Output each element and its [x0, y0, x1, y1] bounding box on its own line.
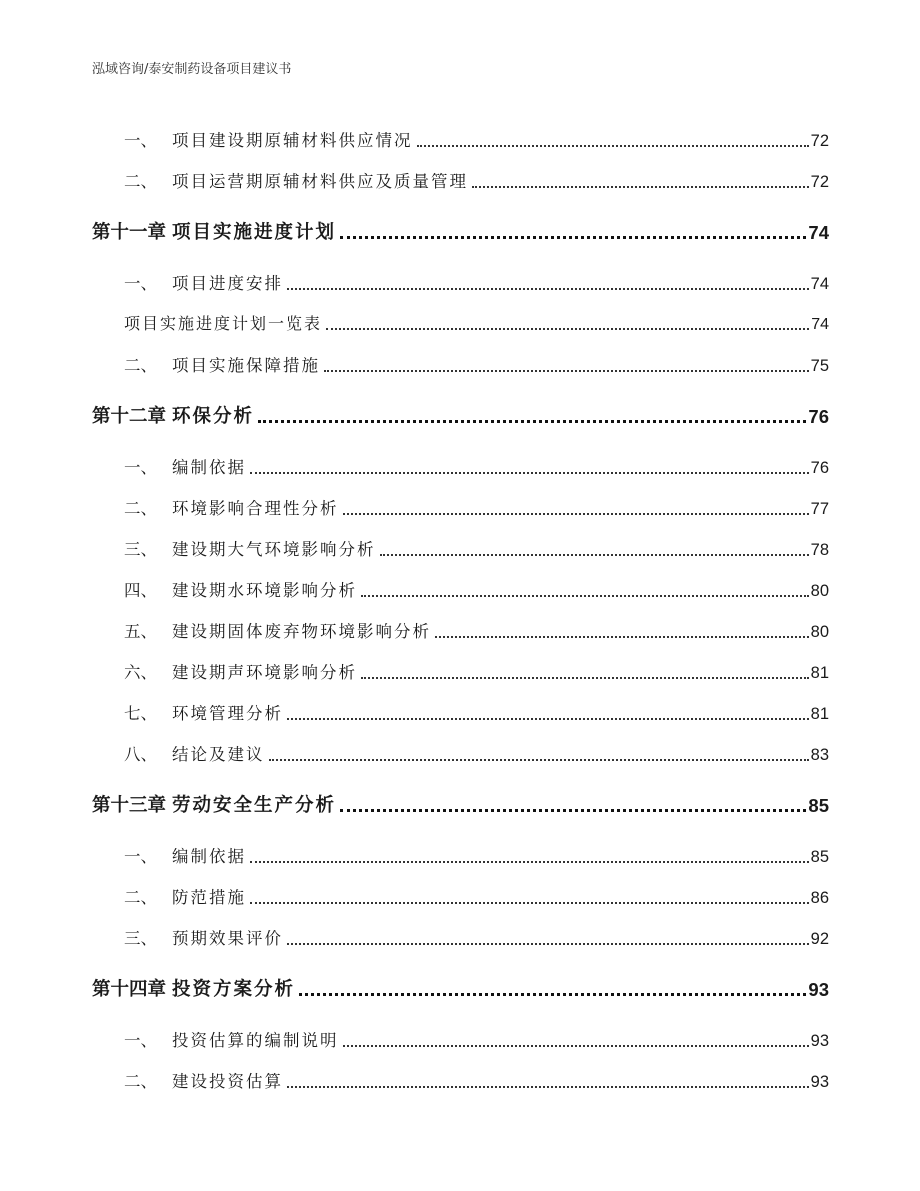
toc-entry-number: 三、 [124, 540, 157, 559]
toc-chapter-entry[interactable] [92, 791, 829, 817]
toc-entry-page: 76 [810, 459, 829, 477]
toc-chapter-entry[interactable] [92, 975, 829, 1001]
toc-entry-number: 第十四章 [92, 979, 167, 1000]
toc-entry-title: 项目建设期原辅材料供应情况 [172, 131, 413, 150]
toc-entry-title: 项目实施保障措施 [172, 356, 320, 375]
toc-entry-number: 二、 [124, 356, 157, 375]
toc-entry[interactable] [92, 270, 829, 294]
toc-entry-title: 项目实施进度计划 [172, 222, 337, 243]
toc-entry[interactable] [92, 659, 829, 683]
dot-leader [287, 288, 809, 290]
dot-leader [250, 861, 809, 863]
dot-leader [340, 236, 806, 239]
dot-leader [472, 186, 809, 188]
toc-entry-title: 投资方案分析 [172, 979, 296, 1000]
toc-entry-number: 一、 [124, 847, 157, 866]
dot-leader [299, 993, 806, 996]
toc-entry-page: 93 [808, 979, 829, 1000]
toc-entry-number: 一、 [124, 458, 157, 477]
toc-entry[interactable] [92, 495, 829, 519]
toc-entry-title: 环境管理分析 [172, 704, 283, 723]
toc-entry[interactable] [92, 884, 829, 908]
dot-leader [343, 1045, 809, 1047]
dot-leader [361, 677, 809, 679]
toc-chapter-entry[interactable] [92, 218, 829, 244]
toc-entry-number: 二、 [124, 499, 157, 518]
toc-entry-title: 投资估算的编制说明 [172, 1031, 339, 1050]
dot-leader [287, 1086, 809, 1088]
toc-entry-title: 项目运营期原辅材料供应及质量管理 [172, 172, 468, 191]
toc-entry-number: 第十二章 [92, 406, 167, 427]
toc-entry-title: 环境影响合理性分析 [172, 499, 339, 518]
toc-entry[interactable] [92, 925, 829, 949]
toc-entry-page: 85 [808, 795, 829, 816]
dot-leader [343, 513, 809, 515]
dot-leader [324, 370, 809, 372]
toc-entry-number: 二、 [124, 1072, 157, 1091]
toc-entry-title: 防范措施 [172, 888, 246, 907]
toc-entry[interactable] [92, 618, 829, 642]
toc-entry-page: 92 [810, 930, 829, 948]
toc-chapter-entry[interactable] [92, 402, 829, 428]
toc-entry-title: 建设期水环境影响分析 [172, 581, 357, 600]
dot-leader [250, 472, 809, 474]
toc-entry-page: 77 [810, 500, 829, 518]
toc-entry-title: 建设投资估算 [172, 1072, 283, 1091]
toc-entry-title: 项目进度安排 [172, 274, 283, 293]
toc-entry-page: 80 [810, 623, 829, 641]
toc-entry-title: 环保分析 [172, 406, 255, 427]
toc-entry-number: 第十三章 [92, 795, 167, 816]
toc-entry[interactable] [92, 843, 829, 867]
toc-entry-page: 83 [810, 746, 829, 764]
toc-entry-title: 编制依据 [172, 847, 246, 866]
dot-leader [250, 902, 809, 904]
toc-entry-page: 78 [810, 541, 829, 559]
page-header: 泓域咨询/泰安制药设备项目建议书 [92, 62, 292, 77]
toc-entry-title: 编制依据 [172, 458, 246, 477]
dot-leader [326, 328, 809, 330]
toc-entry-page: 74 [810, 275, 829, 293]
toc-entry[interactable] [92, 352, 829, 376]
toc-entry[interactable] [92, 577, 829, 601]
dot-leader [340, 809, 806, 812]
toc-entry-number: 一、 [124, 274, 157, 293]
dot-leader [287, 718, 809, 720]
toc-entry-page: 75 [810, 357, 829, 375]
toc-entry-number: 一、 [124, 1031, 157, 1050]
toc-entry-number: 二、 [124, 172, 157, 191]
dot-leader [361, 595, 809, 597]
toc-entry-number: 四、 [124, 581, 157, 600]
toc-entry-number: 八、 [124, 745, 157, 764]
toc-entry-number: 三、 [124, 929, 157, 948]
dot-leader [287, 943, 809, 945]
toc-entry-page: 74 [808, 222, 829, 243]
toc-entry-title: 预期效果评价 [172, 929, 283, 948]
toc-entry-page: 74 [811, 316, 829, 333]
toc-entry-page: 81 [810, 705, 829, 723]
toc-entry-page: 85 [810, 848, 829, 866]
toc-entry[interactable] [92, 741, 829, 765]
toc-entry[interactable] [92, 700, 829, 724]
toc-entry[interactable] [92, 1068, 829, 1092]
toc-entry[interactable] [92, 536, 829, 560]
toc-entry-number: 二、 [124, 888, 157, 907]
toc-entry-title: 项目实施进度计划一览表 [124, 314, 323, 333]
dot-leader [435, 636, 809, 638]
toc-entry-page: 80 [810, 582, 829, 600]
toc-entry-title: 劳动安全生产分析 [172, 795, 337, 816]
toc-entry[interactable] [92, 1027, 829, 1051]
toc-entry-page: 72 [810, 132, 829, 150]
toc-entry[interactable] [92, 127, 829, 151]
dot-leader [269, 759, 809, 761]
toc-entry-page: 72 [810, 173, 829, 191]
toc-entry-page: 93 [810, 1032, 829, 1050]
toc-entry-page: 93 [810, 1073, 829, 1091]
dot-leader [417, 145, 809, 147]
dot-leader [380, 554, 809, 556]
toc-entry-page: 81 [810, 664, 829, 682]
toc-entry[interactable] [92, 311, 829, 334]
toc-entry-title: 建设期声环境影响分析 [172, 663, 357, 682]
toc-entry-title: 建设期大气环境影响分析 [172, 540, 376, 559]
toc-entry-page: 76 [808, 406, 829, 427]
toc-entry[interactable] [92, 454, 829, 478]
toc-entry-number: 七、 [124, 704, 157, 723]
toc-entry-page: 86 [810, 889, 829, 907]
toc-entry[interactable] [92, 168, 829, 192]
toc-entry-number: 五、 [124, 622, 157, 641]
toc-entry-title: 建设期固体废弃物环境影响分析 [172, 622, 431, 641]
toc-entry-title: 结论及建议 [172, 745, 265, 764]
toc-entry-number: 六、 [124, 663, 157, 682]
toc-entry-number: 一、 [124, 131, 157, 150]
toc-entry-number: 第十一章 [92, 222, 167, 243]
dot-leader [258, 420, 806, 423]
